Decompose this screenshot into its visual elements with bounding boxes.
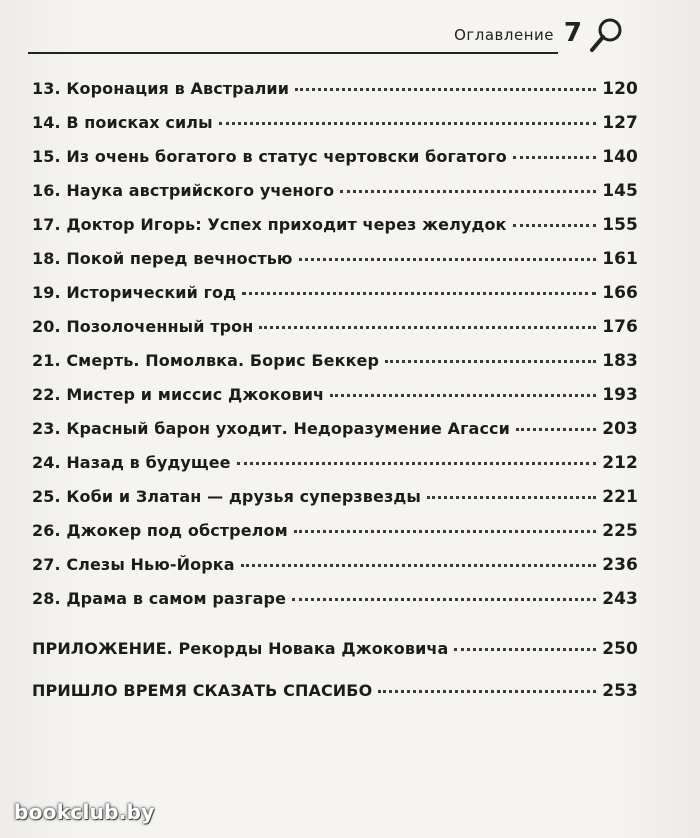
toc-title: 24. Назад в будущее [32, 453, 231, 472]
toc-title: 17. Доктор Игорь: Успех приходит через желудок [32, 215, 507, 234]
toc-page: 243 [602, 589, 638, 609]
toc-title: 18. Покой перед вечностью [32, 249, 293, 268]
spacer [32, 673, 638, 681]
toc-page: 161 [602, 249, 638, 269]
toc-page: 166 [602, 283, 638, 303]
dot-leader [294, 530, 596, 533]
toc-entry[interactable] [32, 419, 638, 453]
toc-page: 212 [602, 453, 638, 473]
dot-leader [299, 258, 597, 261]
toc-title: 15. Из очень богатого в статус чертовски богатого [32, 147, 507, 166]
dot-leader [454, 648, 596, 651]
toc-entry[interactable] [32, 181, 638, 215]
toc-title: 21. Смерть. Помолвка. Борис Беккер [32, 351, 380, 370]
toc-title: 26. Джокер под обстрелом [32, 521, 288, 540]
toc-entry[interactable] [32, 589, 638, 623]
dot-leader [516, 428, 596, 431]
toc-title: 16. Наука австрийского ученого [32, 181, 335, 200]
header-rule [28, 52, 558, 54]
toc-page: 120 [602, 79, 638, 99]
toc-entry-appendix[interactable] [32, 639, 638, 673]
toc-page: 176 [602, 317, 638, 337]
dot-leader [241, 564, 597, 567]
page-number: 7 [563, 18, 582, 48]
toc-entry[interactable] [32, 79, 638, 113]
toc-entry[interactable] [32, 351, 638, 385]
toc-page: 145 [602, 181, 638, 201]
toc-title: 27. Слезы Нью-Йорка [32, 555, 235, 574]
toc-title: 13. Коронация в Австралии [32, 79, 290, 98]
toc-entry[interactable] [32, 249, 638, 283]
spacer [32, 623, 638, 639]
toc-page: 221 [602, 487, 638, 507]
toc-page: 127 [602, 113, 638, 133]
toc-page: 250 [602, 639, 638, 659]
toc-page: 225 [602, 521, 638, 541]
dot-leader [427, 496, 596, 499]
toc-page: 183 [602, 351, 638, 371]
toc-page: 253 [602, 681, 638, 701]
toc-title: ПРИШЛО ВРЕМЯ СКАЗАТЬ СПАСИБО [32, 681, 373, 700]
toc-entry[interactable] [32, 317, 638, 351]
toc-page: 203 [602, 419, 638, 439]
table-of-contents [32, 79, 638, 715]
toc-title: 25. Коби и Златан — друзья суперзвезды [32, 487, 421, 506]
toc-page: 193 [602, 385, 638, 405]
toc-title: 20. Позолоченный трон [32, 317, 254, 336]
watermark-logo: bookclub.by [14, 800, 155, 824]
toc-entry[interactable] [32, 385, 638, 419]
toc-entry[interactable] [32, 453, 638, 487]
toc-entry-thanks[interactable] [32, 681, 638, 715]
magnifier-icon [586, 16, 626, 58]
toc-title: 19. Исторический год [32, 283, 237, 302]
dot-leader [378, 690, 596, 693]
dot-leader [242, 292, 596, 295]
dot-leader [330, 394, 596, 397]
dot-leader [340, 190, 596, 193]
dot-leader [237, 462, 597, 465]
toc-title: 28. Драма в самом разгаре [32, 589, 287, 608]
toc-entry[interactable] [32, 283, 638, 317]
toc-entry[interactable] [32, 147, 638, 181]
toc-title: 14. В поисках силы [32, 113, 213, 132]
toc-entry[interactable] [32, 487, 638, 521]
dot-leader [513, 156, 596, 159]
dot-leader [219, 122, 597, 125]
toc-entry[interactable] [32, 521, 638, 555]
section-title: Оглавление [454, 26, 554, 44]
toc-page: 140 [602, 147, 638, 167]
toc-title: 23. Красный барон уходит. Недоразумение Агасси [32, 419, 510, 438]
dot-leader [513, 224, 597, 227]
dot-leader [292, 598, 596, 601]
toc-entry[interactable] [32, 555, 638, 589]
page-header [28, 18, 640, 64]
dot-leader [385, 360, 596, 363]
toc-page: 155 [602, 215, 638, 235]
toc-entry[interactable] [32, 113, 638, 147]
dot-leader [259, 326, 596, 329]
toc-page: 236 [602, 555, 638, 575]
dot-leader [295, 88, 596, 91]
toc-title: ПРИЛОЖЕНИЕ. Рекорды Новака Джоковича [32, 639, 449, 658]
toc-title: 22. Мистер и миссис Джокович [32, 385, 325, 404]
toc-entry[interactable] [32, 215, 638, 249]
